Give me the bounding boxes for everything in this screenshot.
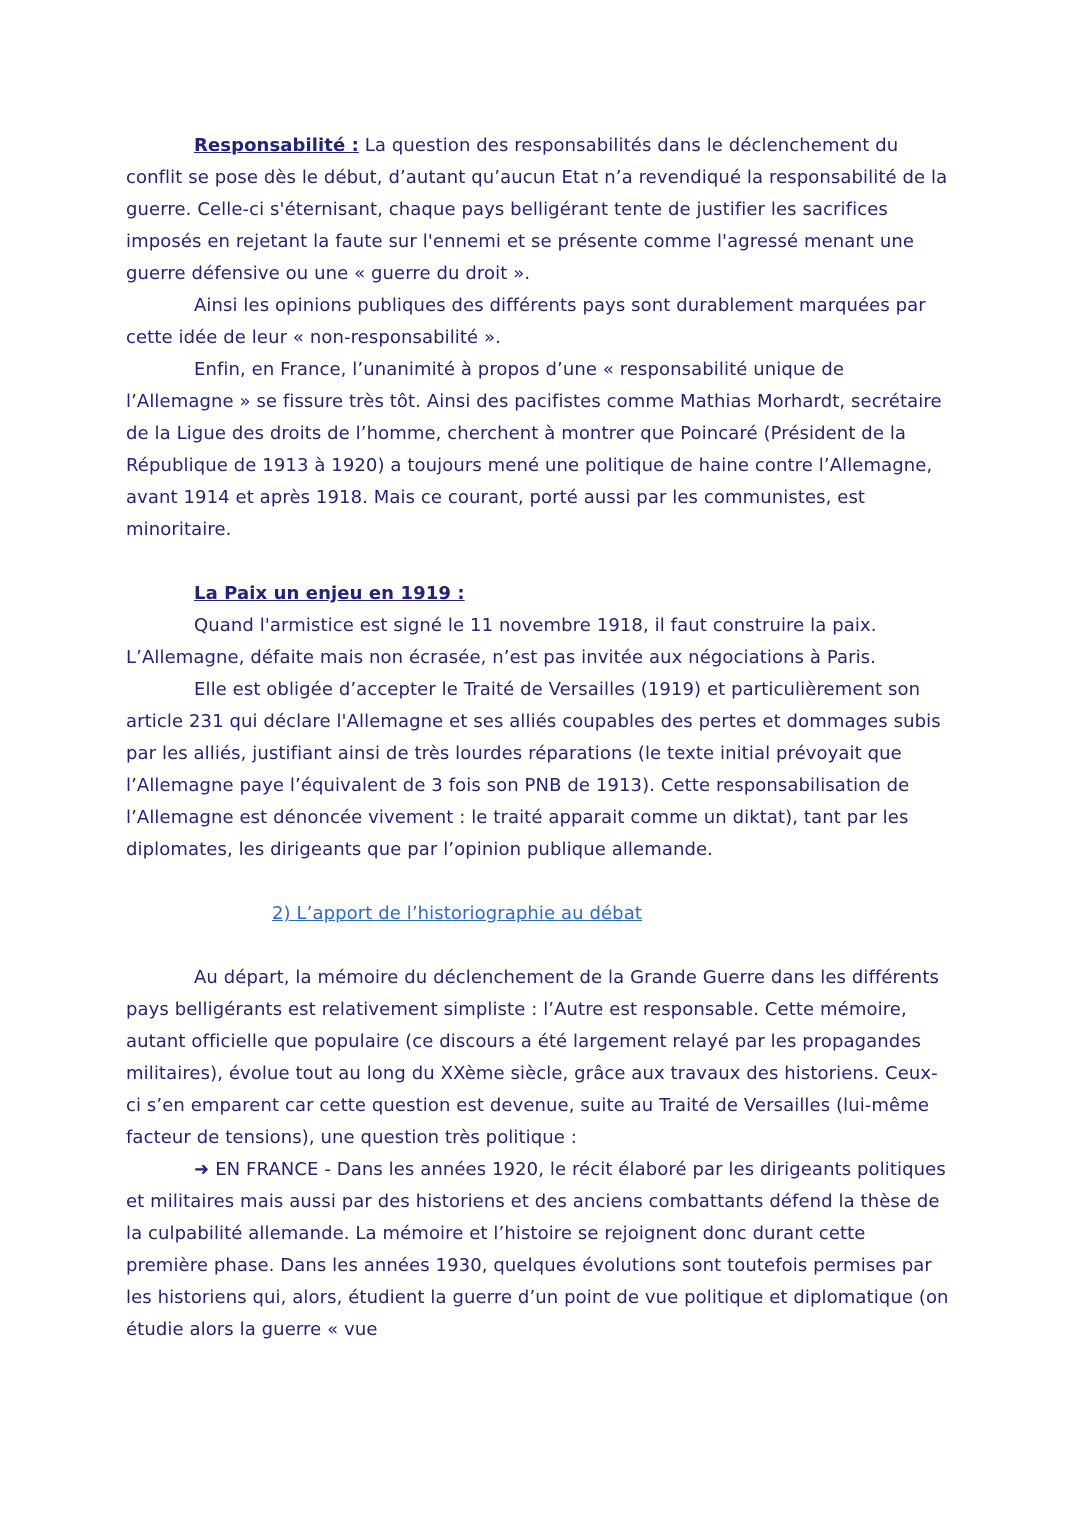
paragraph-enfin: Enfin, en France, l’unanimité à propos d’une « responsabilité unique de l’Allemagne » se fissure très tôt. Ainsi des pacifistes comme Mathias Morhardt, secrétaire de la Ligue des droits de l’homme, cherchent à montrer que Poincaré (Président de la République de 1913 à 1920) a toujours mené une politique de haine contre l’Allemagne, avant 1914 et après 1918. Mais ce courant, porté aussi par les communistes, est minoritaire. (126, 359, 942, 540)
section-heading-historiographie: 2) L’apport de l’historiographie au débat (272, 903, 642, 924)
paragraph-au-depart: Au départ, la mémoire du déclenchement de la Grande Guerre dans les différents pays belligérants est relativement simpliste : l’Autre est responsable. Cette mémoire, autant officielle que populaire (ce discours a été largement relayé par les propagandes militaires), évolue tout au long du XXème siècle, grâce aux travaux des historiens. Ceux-ci s’en emparent car cette question est devenue, suite au Traité de Versailles (lui-même facteur de tensions), une question très politique : (126, 967, 939, 1148)
paragraph-responsabilite (126, 130, 952, 290)
paragraph-armistice: Quand l'armistice est signé le 11 novembre 1918, il faut construire la paix. L’Allemagne, défaite mais non écrasée, n’est pas invitée aux négociations à Paris. (126, 615, 877, 668)
paragraph-opinions: Ainsi les opinions publiques des différents pays sont durablement marquées par cette idée de leur « non-responsabilité ». (126, 295, 926, 348)
right-arrow-icon: ➜ (194, 1159, 210, 1180)
responsabilite-body: La question des responsabilités dans le déclenchement du conflit se pose dès le début, d’autant qu’aucun Etat n’a revendiqué la responsabilité de la guerre. Celle-ci s'éternisant, chaque pays belligérant tente de justifier les sacrifices imposés en rejetant la faute sur l'ennemi et se présente comme l'agressé menant une guerre défensive ou une « guerre du droit ». (126, 135, 948, 284)
section-heading-paix-1919: La Paix un enjeu en 1919 : (194, 583, 465, 604)
en-france-body: EN FRANCE - Dans les années 1920, le récit élaboré par les dirigeants politiques et militaires mais aussi par des historiens et des anciens combattants défend la thèse de la culpabilité allemande. La mémoire et l’histoire se rejoignent donc durant cette première phase. Dans les années 1930, quelques évolutions sont toutefois permises par les historiens qui, alors, étudient la guerre d’un point de vue politique et diplomatique (on étudie alors la guerre « vue (126, 1159, 949, 1340)
responsabilite-heading: Responsabilité : (194, 135, 359, 156)
paragraph-traite-versailles: Elle est obligée d’accepter le Traité de Versailles (1919) et particulièrement son article 231 qui déclare l'Allemagne et ses alliés coupables des pertes et dommages subis par les alliés, justifiant ainsi de très lourdes réparations (le texte initial prévoyait que l’Allemagne paye l’équivalent de 3 fois son PNB de 1913). Cette responsabilisation de l’Allemagne est dénoncée vivement : le traité apparait comme un diktat), tant par les diplomates, les dirigeants que par l’opinion publique allemande. (126, 679, 941, 860)
paragraph-en-france (126, 1154, 952, 1346)
